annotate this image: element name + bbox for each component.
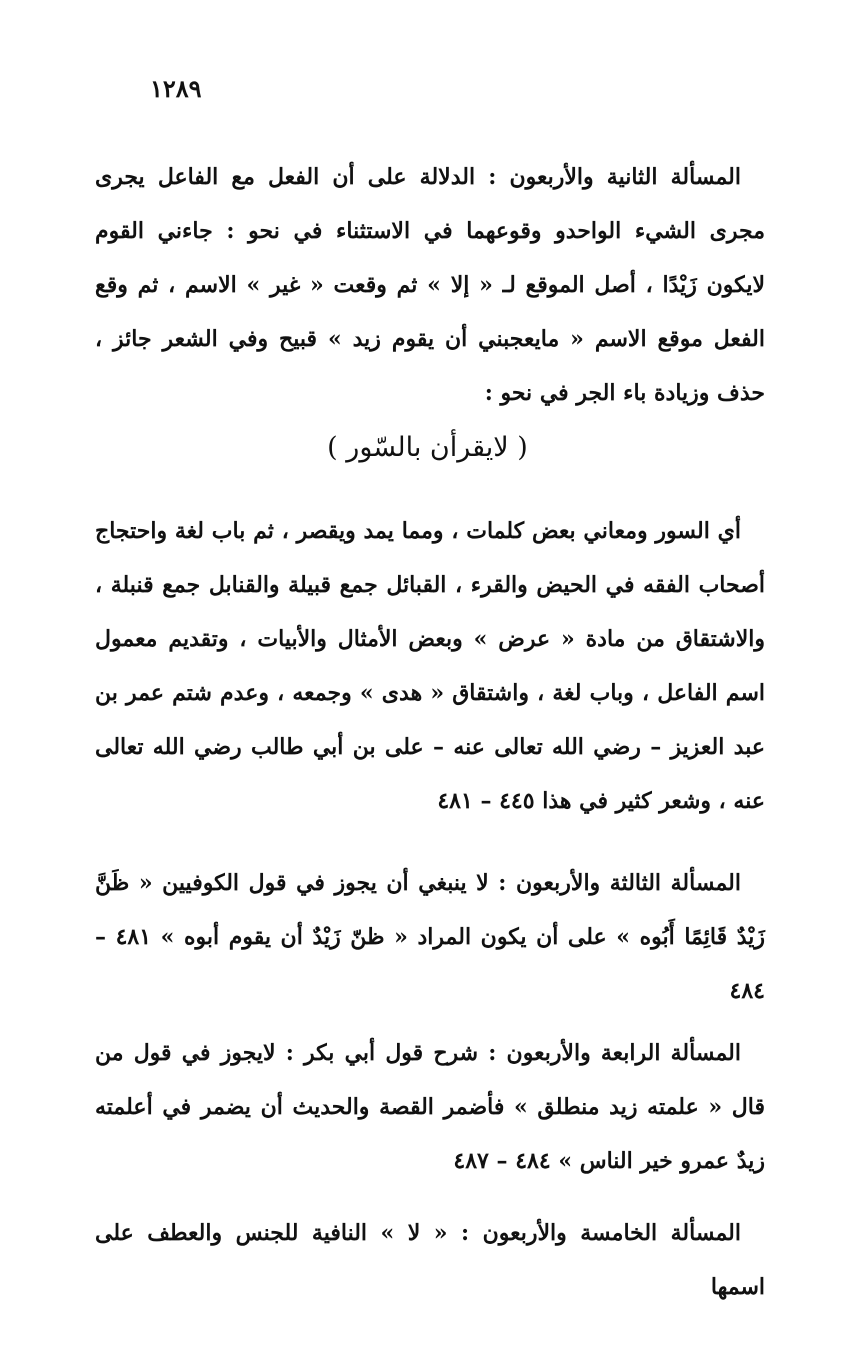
verse-commentary [95,504,765,828]
section-42-paragraph: المسألة الثانية والأربعون : الدلالة على أن الفعل مع الفاعل يجرى مجرى الشيء الواحدو وقوعهما في الاستثناء في نحو : جاءني القوم لايكون زَيْدًا ، أصل الموقع لـ « إلا » ثم وقعت « غير » الاسم ، ثم وقع الفعل موقع الاسم « مايعجبني أن يقوم زيد » قبيح وفي الشعر جائز ، حذف وزيادة باء الجر في نحو : [95,164,765,406]
verse-quote: ( لايقرأن بالسّور ) [327,432,528,463]
section-44-paragraph: المسألة الرابعة والأربعون : شرح قول أبي بكر : لايجوز في قول من قال « علمته زيد منطلق » فأضمر القصة والحديث أن يضمر في أعلمته زيدٌ عمرو خير الناس » ٤٨٤ – ٤٨٧ [95,1040,765,1174]
section-45-paragraph: المسألة الخامسة والأربعون : « لا » النافية للجنس والعطف على اسمها [95,1220,765,1300]
section-45 [95,1206,765,1314]
verse-commentary-paragraph: أي السور ومعاني بعض كلمات ، ومما يمد ويقصر ، ثم باب لغة واحتجاج أصحاب الفقه في الحيض والقرء ، القبائل جمع قبيلة والقنابل جمع قنبلة ، والاشتقاق من مادة « عرض » وبعض الأمثال والأبيات ، وتقديم معمول اسم الفاعل ، وباب لغة ، واشتقاق « هدى » وجمعه ، وعدم شتم عمر بن عبد العزيز – رضي الله تعالى عنه – على بن أبي طالب رضي الله تعالى عنه ، وشعر كثير في هذا ٤٤٥ – ٤٨١ [95,518,765,814]
page-number: ١٢٨٩ [150,74,202,103]
section-43-paragraph: المسألة الثالثة والأربعون : لا ينبغي أن يجوز في قول الكوفيين « ظَنَّ زَيْدٌ قَائِمًا أَبُوه » على أن يكون المراد « ظنّ زَيْدٌ أن يقوم أبوه » ٤٨١ – ٤٨٤ [95,870,765,1004]
section-44 [95,1026,765,1188]
section-43 [95,856,765,1018]
section-42 [95,150,765,420]
